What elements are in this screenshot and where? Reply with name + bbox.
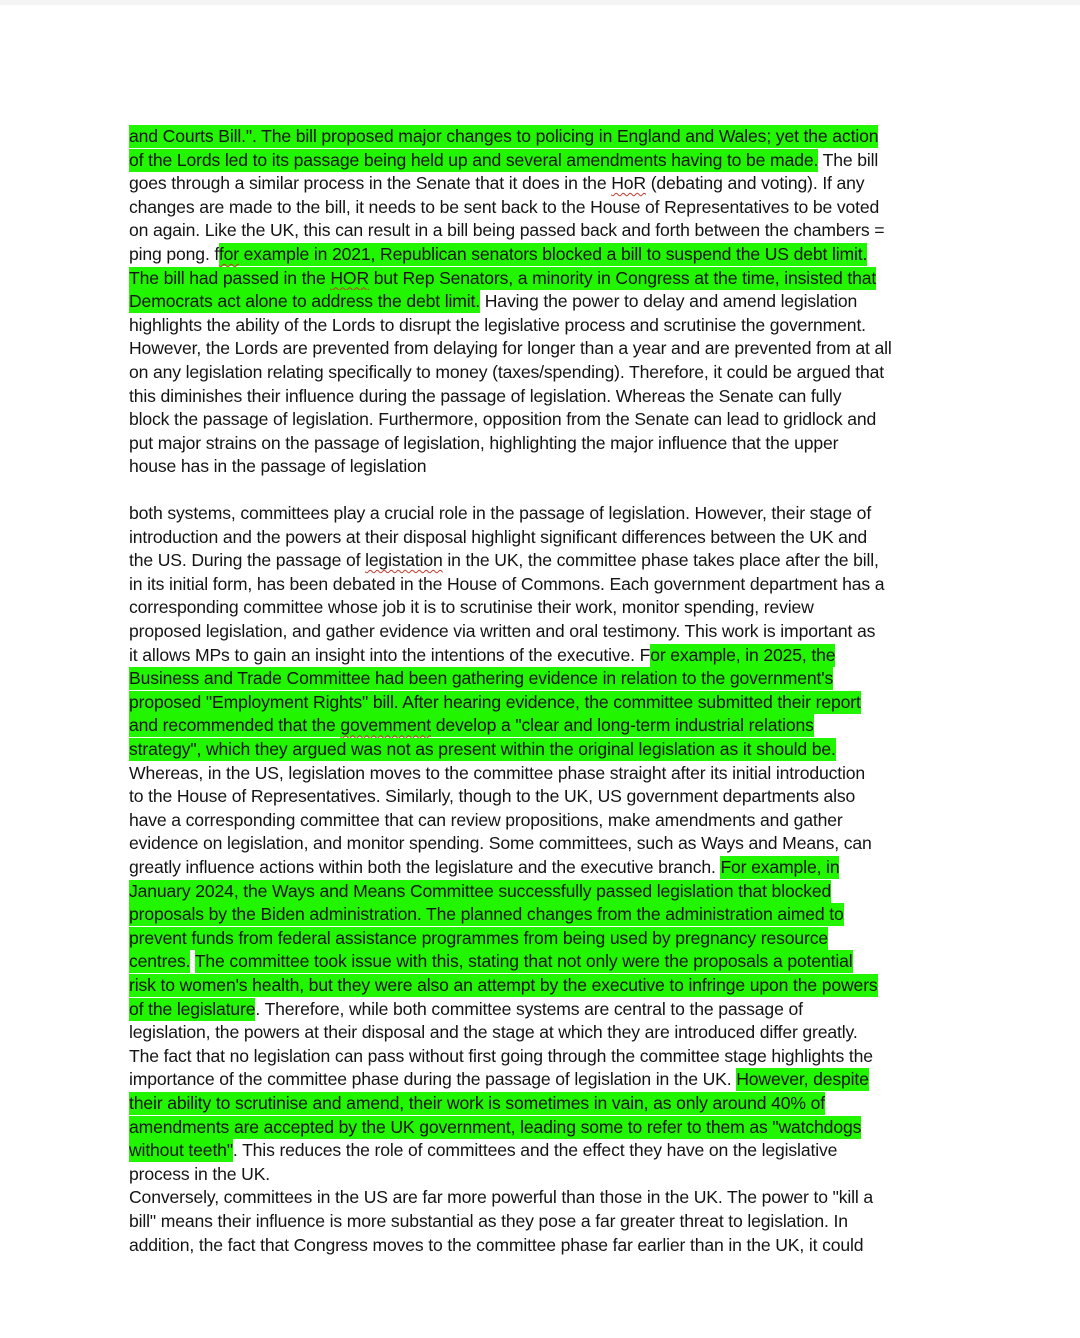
text-run: introduction and the powers at their disposal highlight significant differences between the UK and: [129, 526, 868, 547]
text-line: [129, 455, 426, 478]
highlighted-text: without teeth": [129, 1140, 233, 1161]
highlighted-text: risk to women's health, but they were also an attempt by the executive to infringe upon the powers: [129, 975, 878, 995]
text-line: [129, 196, 879, 219]
text-line: [129, 950, 853, 973]
highlighted-text: or example, in 2025, the: [650, 644, 836, 665]
text-line: [129, 644, 835, 667]
text-line: [129, 361, 884, 384]
text-line: [129, 856, 839, 879]
text-line: [129, 785, 855, 808]
highlighted-text: but Rep Senators, a minority in Congress at the time, insisted that: [369, 267, 877, 288]
text-run: Whereas, in the US, legislation moves to the committee phase straight after its initial introduction: [129, 762, 866, 783]
text-run: proposed legislation, and gather evidence via written and oral testimony. This work is important as: [129, 621, 876, 641]
highlighted-text: The bill had passed in the: [129, 267, 331, 288]
text-line: [129, 125, 878, 148]
highlighted-text: strategy", which they argued was not as present within the original legislation as it should be.: [129, 739, 836, 759]
text-line: [129, 243, 867, 266]
highlighted-text: Business and Trade Committee had been gathering evidence in relation to the government's: [129, 668, 834, 689]
text-line: [129, 1116, 861, 1139]
text-run: . Therefore, while both committee systems are central to the passage of: [255, 998, 803, 1019]
text-line: [129, 1163, 270, 1186]
highlighted-text: However, despite: [736, 1069, 869, 1090]
highlighted-text: prevent funds from federal assistance programmes from being used by pregnancy resource: [129, 927, 829, 948]
highlighted-text: For example, in: [720, 857, 840, 877]
text-run: to the House of Representatives. Similarly, though to the UK, US government departments also: [129, 786, 856, 807]
text-line: [129, 172, 864, 195]
text-run: Having the power to delay and amend legislation: [480, 291, 858, 312]
text-line: [129, 974, 878, 997]
text-line: [129, 667, 833, 690]
text-run: legislation, the powers at their disposal and the stage at which they are introduced differ greatly.: [129, 1022, 858, 1043]
text-run: f: [214, 244, 219, 264]
text-line: [129, 1021, 858, 1044]
highlighted-text: Democrats act alone to address the debt limit.: [129, 291, 481, 312]
highlighted-misspelled-word: for: [218, 244, 239, 264]
highlighted-text: proposals by the Biden administration. The planned changes from the administration aimed to: [129, 904, 844, 925]
highlighted-text: example in 2021, Republican senators blocked a bill to suspend the US debt limit.: [238, 244, 868, 264]
text-line: [129, 832, 872, 855]
text-line: [129, 691, 861, 714]
text-line: [129, 903, 844, 926]
text-line: [129, 432, 838, 455]
highlighted-text: of the legislature: [129, 998, 256, 1019]
text-run: goes through a similar process in the Senate that it does in the: [129, 173, 612, 194]
text-run: in the UK, the committee phase takes place after the bill,: [442, 550, 879, 571]
text-run: on any legislation relating specifically to money (taxes/spending). Therefore, it could be argued that: [129, 362, 885, 382]
text-run: on again. Like the UK, this can result in a bill being passed back and forth between the chambers =: [129, 220, 885, 241]
text-run: changes are made to the bill, it needs to be sent back to the House of Representatives to be voted: [129, 196, 880, 217]
text-run: corresponding committee whose job it is to scrutinise their work, monitor spending, review: [129, 597, 814, 618]
text-line: [129, 1234, 863, 1257]
text-line: [129, 149, 878, 172]
text-line: [129, 1139, 837, 1162]
text-line: [129, 290, 857, 313]
text-line: [129, 502, 871, 525]
text-run: . This reduces the role of committees and the effect they have on the legislative: [232, 1140, 838, 1161]
text-run: greatly influence actions within both the legislature and the executive branch.: [129, 857, 721, 877]
highlighted-text: develop a "clear and long-term industrial relations: [431, 715, 814, 736]
highlighted-text: of the Lords led to its passage being held up and several amendments having to be made.: [129, 149, 819, 170]
highlighted-text: centres.: [129, 951, 191, 972]
text-line: [129, 1092, 825, 1115]
text-run: both systems, committees play a crucial role in the passage of legislation. However, their stage of: [129, 503, 872, 523]
highlighted-misspelled-word: HOR: [330, 267, 370, 288]
text-run: put major strains on the passage of legislation, highlighting the major influence that the upper: [129, 432, 839, 453]
highlighted-text: January 2024, the Ways and Means Committee successfully passed legislation that blocked: [129, 880, 832, 901]
text-line: [129, 1045, 873, 1068]
text-run: this diminishes their influence during the passage of legislation. Whereas the Senate can fully: [129, 385, 842, 406]
highlighted-misspelled-word: govemment: [340, 715, 431, 736]
text-line: [129, 1186, 873, 1209]
text-run: highlights the ability of the Lords to disrupt the legislative process and scrutinise the government.: [129, 314, 866, 335]
text-run: have a corresponding committee that can review propositions, make amendments and gather: [129, 809, 843, 830]
text-line: [129, 596, 814, 619]
text-line: [129, 1068, 869, 1091]
text-run: bill" means their influence is more substantial as they pose a far greater threat to legislation. In: [129, 1211, 848, 1231]
text-line: [129, 314, 866, 337]
text-run: Conversely, committees in the US are far more powerful than those in the UK. The power to "kill a: [129, 1187, 874, 1208]
text-run: in its initial form, has been debated in the House of Commons. Each government department has a: [129, 573, 885, 594]
text-run: The fact that no legislation can pass without first going through the committee stage highlights the: [129, 1045, 873, 1066]
text-line: [129, 337, 892, 360]
text-line: [129, 620, 875, 643]
misspelled-word: legistation: [365, 550, 443, 571]
text-run: the US. During the passage of: [129, 550, 366, 571]
text-line: [129, 526, 867, 549]
highlighted-text: proposed "Employment Rights" bill. After hearing evidence, the committee submitted their report: [129, 691, 861, 712]
text-run: process in the UK.: [129, 1163, 271, 1184]
text-line: [129, 408, 876, 431]
text-run: (debating and voting). If any: [645, 173, 865, 194]
text-line: [129, 1210, 848, 1233]
text-run: evidence on legislation, and monitor spending. Some committees, such as Ways and Means, can: [129, 833, 872, 854]
text-line: [129, 385, 841, 408]
highlighted-text: The committee took issue with this, stating that not only were the proposals a potential: [194, 951, 853, 972]
text-run: ping pong.: [129, 244, 215, 264]
text-line: [129, 762, 865, 785]
text-run: it allows MPs to gain an insight into the intentions of the executive. F: [129, 644, 651, 665]
text-run: block the passage of legislation. Furthermore, opposition from the Senate can lead to gridlock and: [129, 409, 877, 430]
text-line: [129, 219, 884, 242]
text-run: addition, the fact that Congress moves to the committee phase far earlier than in the UK, it could: [129, 1234, 864, 1255]
text-line: [129, 267, 876, 290]
highlighted-text: and recommended that the: [129, 715, 341, 736]
text-run: However, the Lords are prevented from delaying for longer than a year and are prevented from at all: [129, 338, 892, 359]
text-run: The bill: [818, 149, 879, 170]
text-line: [129, 738, 836, 761]
misspelled-word: HoR: [611, 173, 646, 194]
text-run: house has in the passage of legislation: [129, 456, 427, 477]
highlighted-text: and Courts Bill.". The bill proposed major changes to policing in England and Wales; yet the action: [129, 126, 879, 146]
text-line: [129, 880, 831, 903]
text-line: [129, 573, 884, 596]
text-line: [129, 714, 814, 737]
text-run: importance of the committee phase during the passage of legislation in the UK.: [129, 1069, 737, 1090]
text-line: [129, 549, 879, 572]
text-line: [129, 998, 803, 1021]
highlighted-text: their ability to scrutinise and amend, their work is sometimes in vain, as only around 40% of: [129, 1093, 826, 1113]
text-line: [129, 927, 828, 950]
text-line: [129, 809, 843, 832]
highlighted-text: amendments are accepted by the UK government, leading some to refer to them as "watchdogs: [129, 1116, 862, 1137]
